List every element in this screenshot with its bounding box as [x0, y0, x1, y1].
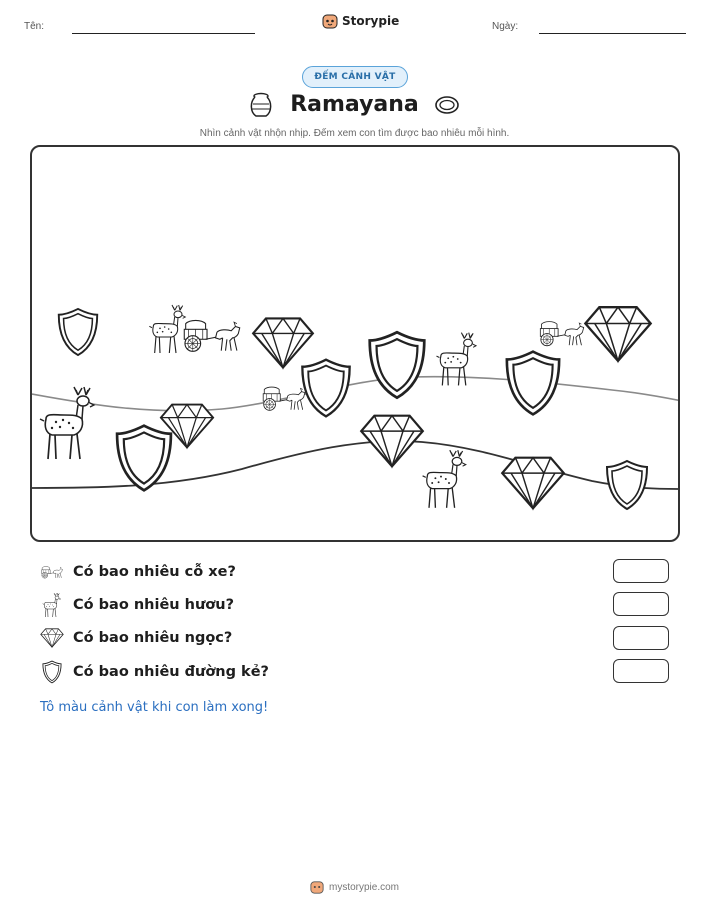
- deer-item: [423, 450, 466, 508]
- activity-badge: ĐẾM CẢNH VẬT: [302, 66, 408, 88]
- shield-item: [117, 426, 171, 491]
- deer-item: [149, 305, 185, 353]
- gem-item: [502, 458, 564, 509]
- name-label: Tên:: [24, 21, 45, 32]
- gem-item: [361, 416, 423, 467]
- date-label: Ngày:: [492, 21, 519, 32]
- storypie-mascot-icon: [310, 880, 324, 894]
- shield-icon: [40, 660, 64, 684]
- question-row-chariot: [40, 560, 236, 584]
- question-text: Có bao nhiêu đường kẻ?: [73, 664, 269, 680]
- answer-box-chariot[interactable]: [613, 559, 669, 583]
- gem-item: [253, 318, 313, 367]
- answer-box-deer[interactable]: [613, 592, 669, 616]
- ring-icon: [434, 94, 460, 116]
- instructions: Nhìn cảnh vật nhộn nhịp. Đếm xem con tìm được bao nhiêu mỗi hình.: [199, 128, 510, 139]
- question-text: Có bao nhiêu cỗ xe?: [73, 564, 236, 580]
- shield-item: [370, 332, 425, 397]
- site-footer: [0, 880, 709, 894]
- answer-box-gem[interactable]: [613, 626, 669, 650]
- coloring-note: Tô màu cảnh vật khi con làm xong!: [40, 700, 269, 715]
- date-input-line[interactable]: [539, 33, 686, 34]
- question-row-shield: [40, 660, 269, 684]
- scene-canvas: [32, 147, 680, 542]
- chariot-icon: [40, 560, 64, 584]
- background-hill-line: [32, 377, 680, 411]
- brand-logo: [322, 13, 399, 29]
- page-title: Ramayana: [290, 92, 419, 117]
- brand-name: Storypie: [342, 14, 400, 28]
- question-text: Có bao nhiêu ngọc?: [73, 630, 233, 646]
- question-row-gem: [40, 626, 232, 650]
- question-row-deer: [40, 593, 234, 617]
- storypie-mascot-icon: [322, 13, 338, 29]
- chariot-item: [184, 320, 239, 351]
- name-input-line[interactable]: [72, 33, 255, 34]
- shield-item: [302, 360, 349, 417]
- shield-item: [607, 461, 647, 509]
- site-url[interactable]: mystorypie.com: [328, 881, 399, 893]
- question-text: Có bao nhiêu hươu?: [73, 597, 234, 613]
- gem-icon: [40, 626, 64, 650]
- shield-item: [59, 309, 97, 355]
- gem-item: [585, 307, 650, 361]
- chariot-item: [540, 322, 583, 346]
- shield-item: [507, 352, 559, 415]
- deer-item: [40, 387, 94, 459]
- counting-scene: [30, 145, 680, 542]
- deer-icon: [40, 593, 64, 617]
- answer-box-shield[interactable]: [613, 659, 669, 683]
